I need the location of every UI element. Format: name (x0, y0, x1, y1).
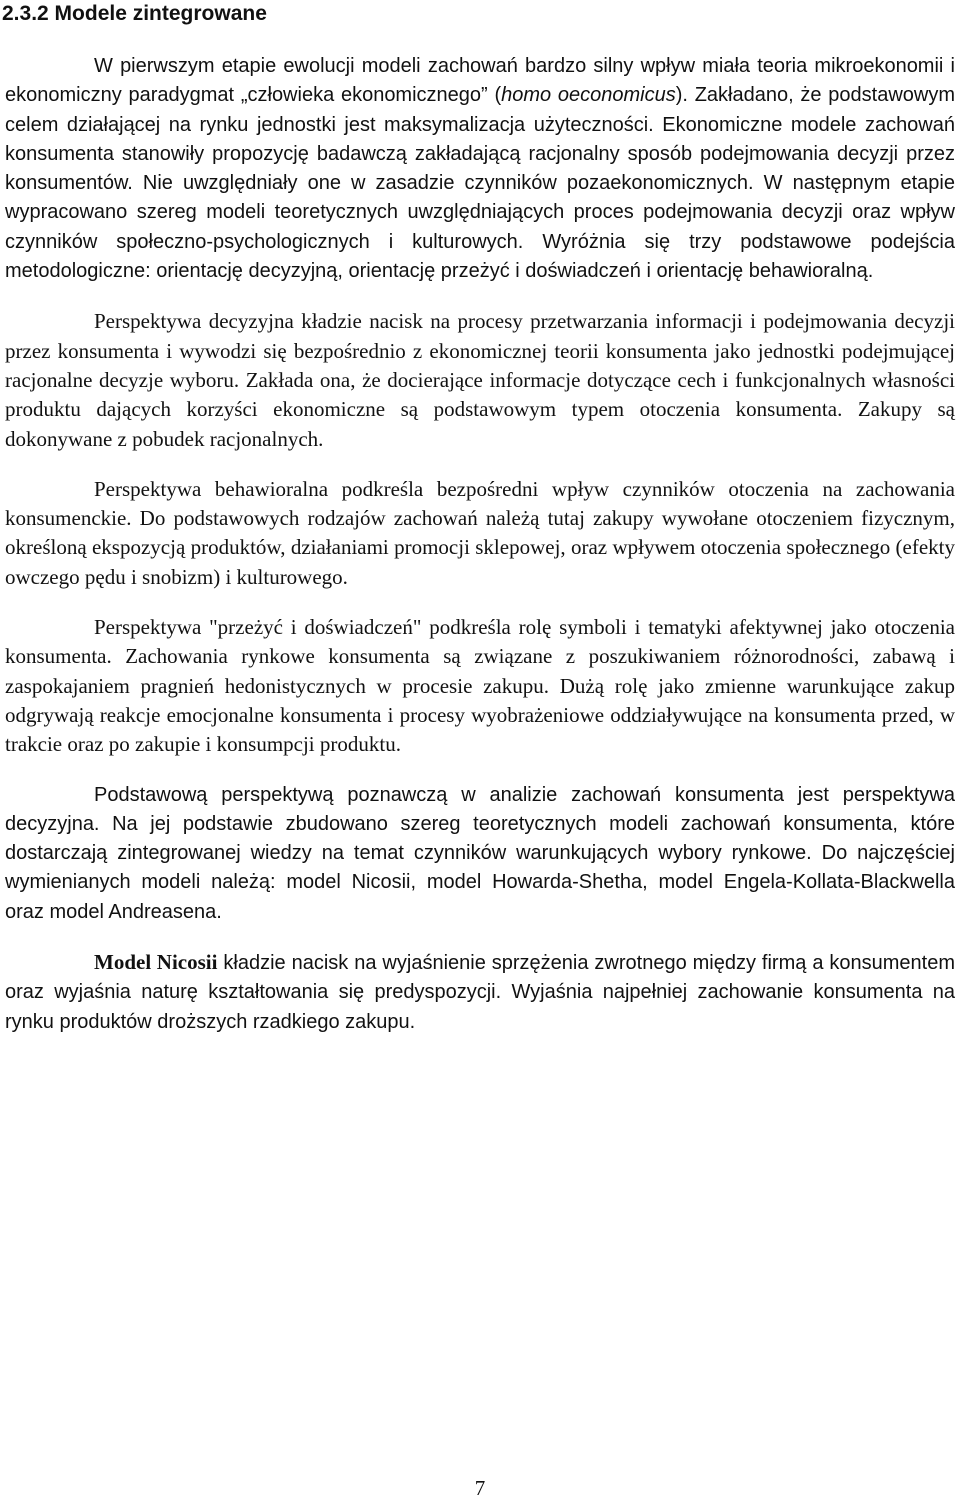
paragraph-decision-perspective: Perspektywa decyzyjna kładzie nacisk na procesy przetwarzania informacji i podejmowania decyzji przez konsumenta i wywodzi się bezpośrednio z ekonomicznej teorii konsumenta jako jednostki podejmującej racjonalne decyzje wyboru. Zakłada ona, że docierające informacje dotyczące cech i funkcjonalnych własności produktu dających korzyści ekonomiczne są podstawowym typem otoczenia konsumenta. Zakupy są dokonywane z pobudek racjonalnych. (5, 309, 955, 451)
paragraph-nicosia-model (5, 948, 955, 1037)
paragraph-experience-perspective: Perspektywa "przeżyć i doświadczeń" podkreśla rolę symboli i tematyki afektywnej jako otoczenia konsumenta. Zachowania rynkowe konsumenta są związane z poszukiwaniem różnorodności, zabawą i zaspokajaniem pragnień hedonistycznych w procesie zakupu. Dużą rolę jako zmienne warunkujące zakup odgrywają reakcje emocjonalne konsumenta i procesy wyobrażeniowe oddziaływujące na konsumenta przed, w trakcie oraz po zakupie i konsumpcji produktu. (5, 615, 955, 757)
paragraph-intro-text-a: W pierwszym etapie ewolucji modeli zachowań bardzo silny wpływ miała teoria mikroekonomii i ekonomiczny paradygmat „człowieka ekonomicznego” ( (5, 55, 955, 107)
section-heading: 2.3.2 Modele zintegrowane (2, 2, 267, 25)
document-body (5, 52, 955, 1058)
paragraph-behavioral-perspective: Perspektywa behawioralna podkreśla bezpośredni wpływ czynników otoczenia na zachowania konsumenckie. Do podstawowych rodzajów zachowań należą tutaj zakupy wywołane otoczeniem fizycznym, określoną ekspozycją produktów, działaniami promocji sklepowej, oraz wpływem otoczenia społecznego (efekty owczego pędu i snobizm) i kulturowego. (5, 476, 955, 589)
paragraph-cognitive-perspective: Podstawową perspektywą poznawczą w analizie zachowań konsumenta jest perspektywa decyzyjna. Na jej podstawie zbudowano szereg teoretycznych modeli zachowań konsumenta, które dostarczają zintegrowanej wiedzy na temat czynników warunkujących wybory rynkowe. Do najczęściej wymienianych modeli należą: model Nicosii, model Howarda-Shetha, model Engela-Kollata-Blackwella oraz model Andreasena. (5, 783, 955, 923)
paragraph-nicosia-model-text: kładzie nacisk na wyjaśnienie sprzężenia zwrotnego między firmą a konsumentem oraz wyjaśnia naturę kształtowania się predyspozycji. Wyjaśnia najpełniej zachowanie konsumenta na rynku produktów droższych rzadkiego zakupu. (5, 952, 956, 1033)
homo-oeconomicus-term: homo oeconomicus (501, 84, 676, 107)
paragraph-intro-text-c: ). Zakładano, że podstawowym celem działającej na rynku jednostki jest maksymalizacja użyteczności. Ekonomiczne modele zachowań konsumenta stanowiły propozycję badawczą zakładającą racjonalny sposób podejmowania decyzji przez konsumentów. Nie uwzględniały one w zasadzie czynników pozaekonomicznych. W następnym etapie wypracowano szereg modeli teoretycznych uwzględniających proces podejmowania decyzji oraz wpływ czynników społeczno-psychologicznych i kulturowych. Wyróżnia się trzy podstawowe podejścia metodologiczne: orientację decyzyjną, orientację przeżyć i doświadczeń i orientację behawioralną. (5, 84, 955, 283)
page-number: 7 (474, 1476, 486, 1500)
nicosia-model-term: Model Nicosii (94, 950, 218, 975)
paragraph-intro (5, 52, 955, 286)
